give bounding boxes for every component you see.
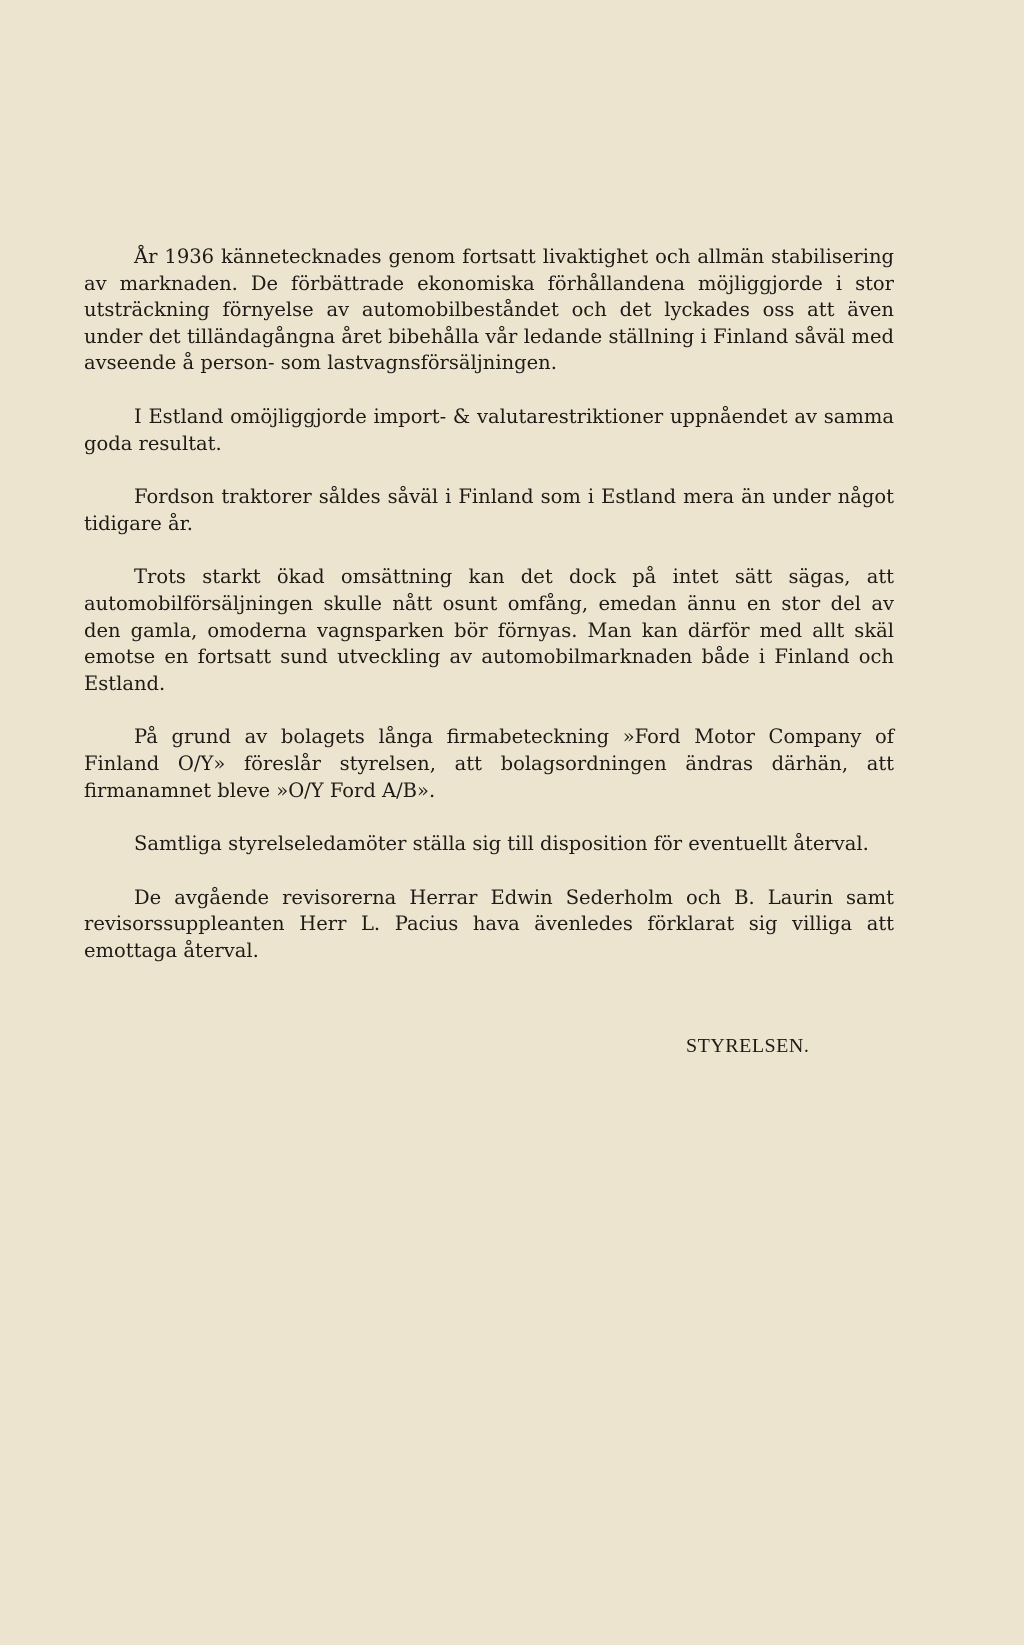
paragraph-1: År 1936 kännetecknades genom fortsatt livaktighet och allmän stabilisering av marknaden. De förbättrade ekonomiska förhållandena möjliggjorde i stor utsträckning förnyelse av automobilbeståndet och det lyckades oss att även under det tilländagångna året bibehålla vår ledande ställning i Finland såväl med avseende å person- som lastvagnsförsäljningen. [84,245,894,375]
paragraph-3: Fordson traktorer såldes såväl i Finland som i Estland mera än under något tidigare år. [84,485,894,535]
document-body [84,244,894,964]
paragraph-5: På grund av bolagets långa firmabeteckning »Ford Motor Company of Finland O/Y» föreslår styrelsen, att bolagsordningen ändras därhän, att firmanamnet bleve »O/Y Ford A/B». [84,725,894,802]
paragraph-6: Samtliga styrelseledamöter ställa sig till disposition för eventuellt återval. [134,832,869,856]
signature: STYRELSEN. [686,1035,810,1057]
paragraph-4: Trots starkt ökad omsättning kan det dock på intet sätt sägas, att automobilförsäljningen skulle nått osunt omfång, emedan ännu en stor del av den gamla, omoderna vagnsparken bör förnyas. Man kan därför med allt skäl emotse en fortsatt sund utveckling av automobilmarknaden både i Finland och Estland. [84,565,894,695]
paragraph-7: De avgående revisorerna Herrar Edwin Sederholm och B. Laurin samt revisorssuppleanten Herr L. Pacius hava ävenledes förklarat sig villiga att emottaga återval. [84,885,894,962]
paragraph-2: I Estland omöjliggjorde import- & valutarestriktioner uppnåendet av samma goda resultat. [84,404,894,455]
